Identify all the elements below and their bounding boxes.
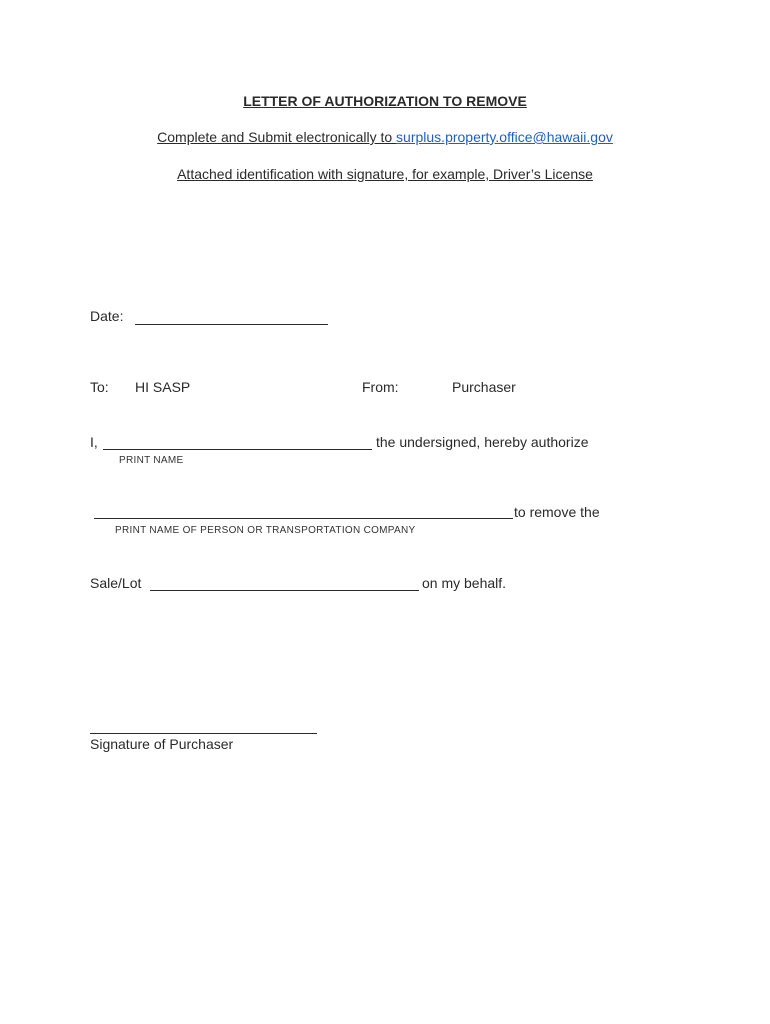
- print-name-caption: PRINT NAME: [119, 455, 184, 466]
- signature-label: Signature of Purchaser: [90, 736, 234, 752]
- signature-field[interactable]: [90, 733, 317, 734]
- document-title: LETTER OF AUTHORIZATION TO REMOVE: [243, 93, 527, 109]
- submit-instruction-text: Complete and Submit electronically to: [157, 129, 397, 145]
- identification-instruction: Attached identification with signature, for example, Driver’s License: [177, 166, 593, 182]
- from-label: From:: [362, 379, 399, 395]
- person-company-field[interactable]: [94, 518, 513, 519]
- remove-suffix: to remove the: [514, 504, 600, 520]
- salelot-suffix: on my behalf.: [422, 575, 507, 591]
- submit-instruction: [0, 129, 770, 145]
- print-name-field[interactable]: [103, 449, 372, 450]
- salelot-field[interactable]: [150, 590, 419, 591]
- salelot-label: Sale/Lot: [90, 575, 142, 591]
- to-label: To:: [90, 379, 109, 395]
- email-link[interactable]: surplus.property.office@hawaii.gov: [396, 129, 613, 145]
- to-value: HI SASP: [135, 379, 191, 395]
- person-company-caption: PRINT NAME OF PERSON OR TRANSPORTATION COMPANY: [115, 525, 416, 536]
- date-label: Date:: [90, 308, 124, 324]
- authorize-prefix: I,: [90, 434, 98, 450]
- date-field[interactable]: [135, 324, 328, 325]
- authorize-suffix: the undersigned, hereby authorize: [376, 434, 589, 450]
- from-value: Purchaser: [452, 379, 516, 395]
